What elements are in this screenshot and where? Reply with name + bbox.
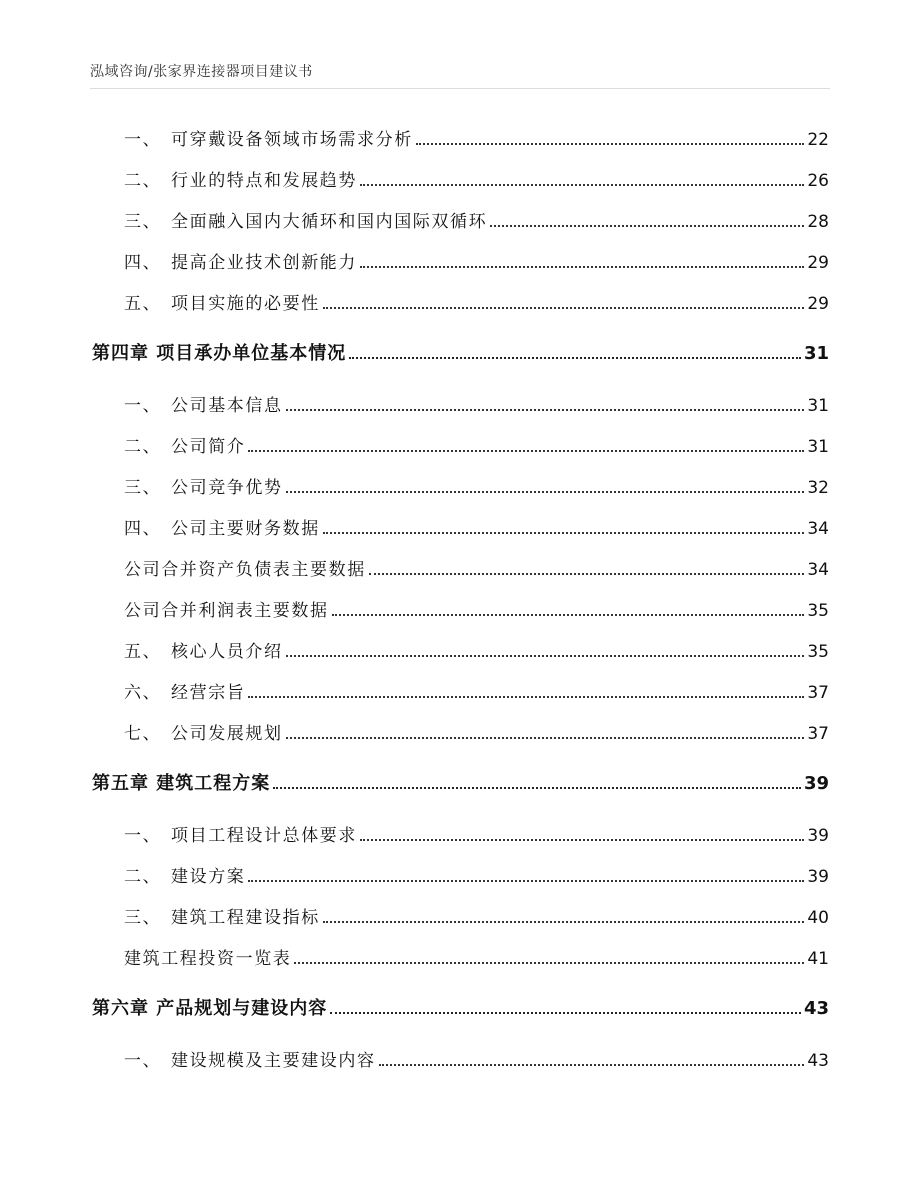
toc-entry-title (124, 436, 245, 458)
toc-entry-title (124, 252, 357, 274)
toc-page-number: 43 (807, 1051, 829, 1071)
toc-entry-number: 二、 (124, 171, 162, 191)
toc-page-number: 26 (807, 171, 829, 191)
toc-entry-number: 二、 (124, 867, 162, 887)
toc-entry-title (124, 907, 320, 929)
toc-entry-title (124, 170, 357, 192)
toc-page-number: 34 (807, 519, 829, 539)
toc-entry-title (124, 293, 320, 315)
toc-dot-leader (286, 655, 805, 657)
toc-entry[interactable] (92, 555, 829, 581)
toc-dot-leader (273, 787, 801, 789)
toc-entry-text: 可穿戴设备领域市场需求分析 (171, 130, 413, 150)
toc-entry-text: 公司竞争优势 (171, 478, 283, 498)
toc-entry[interactable] (92, 678, 829, 704)
toc-entry-title (124, 211, 487, 233)
toc-entry-number: 一、 (124, 130, 162, 150)
toc-page-number: 35 (807, 642, 829, 662)
toc-chapter-entry[interactable] (92, 994, 829, 1020)
toc-dot-leader (416, 143, 805, 145)
toc-entry[interactable] (92, 473, 829, 499)
toc-dot-leader (323, 307, 805, 309)
toc-entry-text: 公司主要财务数据 (171, 519, 320, 539)
page-header: 泓域咨询/张家界连接器项目建议书 (90, 64, 313, 80)
toc-entry-text: 第五章 建筑工程方案 (92, 773, 271, 794)
toc-dot-leader (490, 225, 804, 227)
toc-entry-title (124, 682, 245, 704)
toc-page-number: 31 (807, 396, 829, 416)
toc-entry-number: 四、 (124, 519, 162, 539)
toc-entry-title (124, 825, 357, 847)
toc-dot-leader (294, 962, 804, 964)
toc-entry-number: 五、 (124, 294, 162, 314)
toc-entry[interactable] (92, 862, 829, 888)
toc-entry-title (124, 866, 245, 888)
toc-entry-text: 项目工程设计总体要求 (171, 826, 357, 846)
toc-entry-title (124, 948, 291, 970)
toc-page-number: 31 (803, 343, 829, 364)
toc-dot-leader (330, 1012, 801, 1014)
toc-page-number: 29 (807, 253, 829, 273)
toc-entry-text: 公司基本信息 (171, 396, 283, 416)
toc-entry-text: 行业的特点和发展趋势 (171, 171, 357, 191)
toc-entry[interactable] (92, 391, 829, 417)
toc-page-number: 39 (807, 826, 829, 846)
toc-dot-leader (379, 1064, 805, 1066)
toc-entry[interactable] (92, 166, 829, 192)
toc-entry-text: 建设方案 (171, 867, 246, 887)
toc-page-number: 39 (807, 867, 829, 887)
toc-entry[interactable] (92, 432, 829, 458)
toc-dot-leader (369, 573, 805, 575)
toc-entry-text: 第六章 产品规划与建设内容 (92, 998, 328, 1019)
toc-dot-leader (286, 737, 805, 739)
toc-entry[interactable] (92, 1046, 829, 1072)
toc-entry-number: 三、 (124, 908, 162, 928)
toc-chapter-entry[interactable] (92, 769, 829, 795)
toc-entry-text: 公司合并利润表主要数据 (124, 601, 329, 621)
toc-entry-text: 公司发展规划 (171, 724, 283, 744)
toc-dot-leader (323, 921, 805, 923)
toc-dot-leader (248, 696, 804, 698)
toc-entry-text: 建设规模及主要建设内容 (171, 1051, 376, 1071)
toc-page-number: 29 (807, 294, 829, 314)
toc-entry-title (124, 723, 283, 745)
toc-page-number: 37 (807, 683, 829, 703)
toc-entry-title (124, 1050, 376, 1072)
toc-entry-title (124, 477, 283, 499)
toc-entry-text: 建筑工程投资一览表 (124, 949, 292, 969)
toc-dot-leader (349, 357, 801, 359)
toc-entry-title (92, 343, 346, 365)
toc-entry-text: 全面融入国内大循环和国内国际双循环 (171, 212, 488, 232)
toc-entry-number: 七、 (124, 724, 162, 744)
toc-dot-leader (286, 491, 805, 493)
toc-entry-text: 公司简介 (171, 437, 246, 457)
toc-page-number: 39 (803, 773, 829, 794)
toc-entry-title (124, 129, 413, 151)
toc-entry-number: 六、 (124, 683, 162, 703)
toc-entry-number: 二、 (124, 437, 162, 457)
toc-page-number: 22 (807, 130, 829, 150)
toc-entry[interactable] (92, 289, 829, 315)
toc-entry-text: 经营宗旨 (171, 683, 246, 703)
toc-entry-text: 提高企业技术创新能力 (171, 253, 357, 273)
toc-dot-leader (286, 409, 805, 411)
toc-dot-leader (248, 450, 804, 452)
toc-page-number: 35 (807, 601, 829, 621)
toc-entry[interactable] (92, 719, 829, 745)
toc-entry-text: 建筑工程建设指标 (171, 908, 320, 928)
toc-entry-title (124, 395, 283, 417)
toc-dot-leader (248, 880, 804, 882)
toc-dot-leader (360, 839, 804, 841)
toc-entry[interactable] (92, 637, 829, 663)
toc-page-number: 43 (803, 998, 829, 1019)
toc-entry-title (92, 998, 327, 1020)
toc-entry-number: 一、 (124, 396, 162, 416)
toc-entry-text: 第四章 项目承办单位基本情况 (92, 343, 347, 364)
toc-page-number: 32 (807, 478, 829, 498)
toc-dot-leader (360, 266, 804, 268)
toc-entry-text: 项目实施的必要性 (171, 294, 320, 314)
toc-page-number: 41 (807, 949, 829, 969)
toc-entry[interactable] (92, 903, 829, 929)
toc-entry-number: 四、 (124, 253, 162, 273)
header-divider (90, 88, 830, 89)
toc-entry-number: 三、 (124, 212, 162, 232)
toc-entry-title (124, 518, 320, 540)
toc-entry[interactable] (92, 248, 829, 274)
toc-entry-title (92, 773, 270, 795)
toc-page-number: 34 (807, 560, 829, 580)
toc-entry-title (124, 641, 283, 663)
toc-entry[interactable] (92, 821, 829, 847)
toc-dot-leader (360, 184, 804, 186)
toc-entry-number: 一、 (124, 1051, 162, 1071)
toc-entry[interactable] (92, 207, 829, 233)
toc-entry-text: 核心人员介绍 (171, 642, 283, 662)
toc-page-number: 28 (807, 212, 829, 232)
toc-entry-title (124, 559, 366, 581)
toc-page-number: 31 (807, 437, 829, 457)
toc-page-number: 40 (807, 908, 829, 928)
toc-entry-number: 三、 (124, 478, 162, 498)
toc-chapter-entry[interactable] (92, 339, 829, 365)
toc-entry[interactable] (92, 596, 829, 622)
toc-entry[interactable] (92, 944, 829, 970)
toc-entry[interactable] (92, 514, 829, 540)
toc-dot-leader (332, 614, 805, 616)
toc-dot-leader (323, 532, 805, 534)
toc-entry-number: 一、 (124, 826, 162, 846)
toc-entry[interactable] (92, 125, 829, 151)
toc-page-number: 37 (807, 724, 829, 744)
toc-entry-title (124, 600, 329, 622)
toc-entry-text: 公司合并资产负债表主要数据 (124, 560, 366, 580)
toc-entry-number: 五、 (124, 642, 162, 662)
